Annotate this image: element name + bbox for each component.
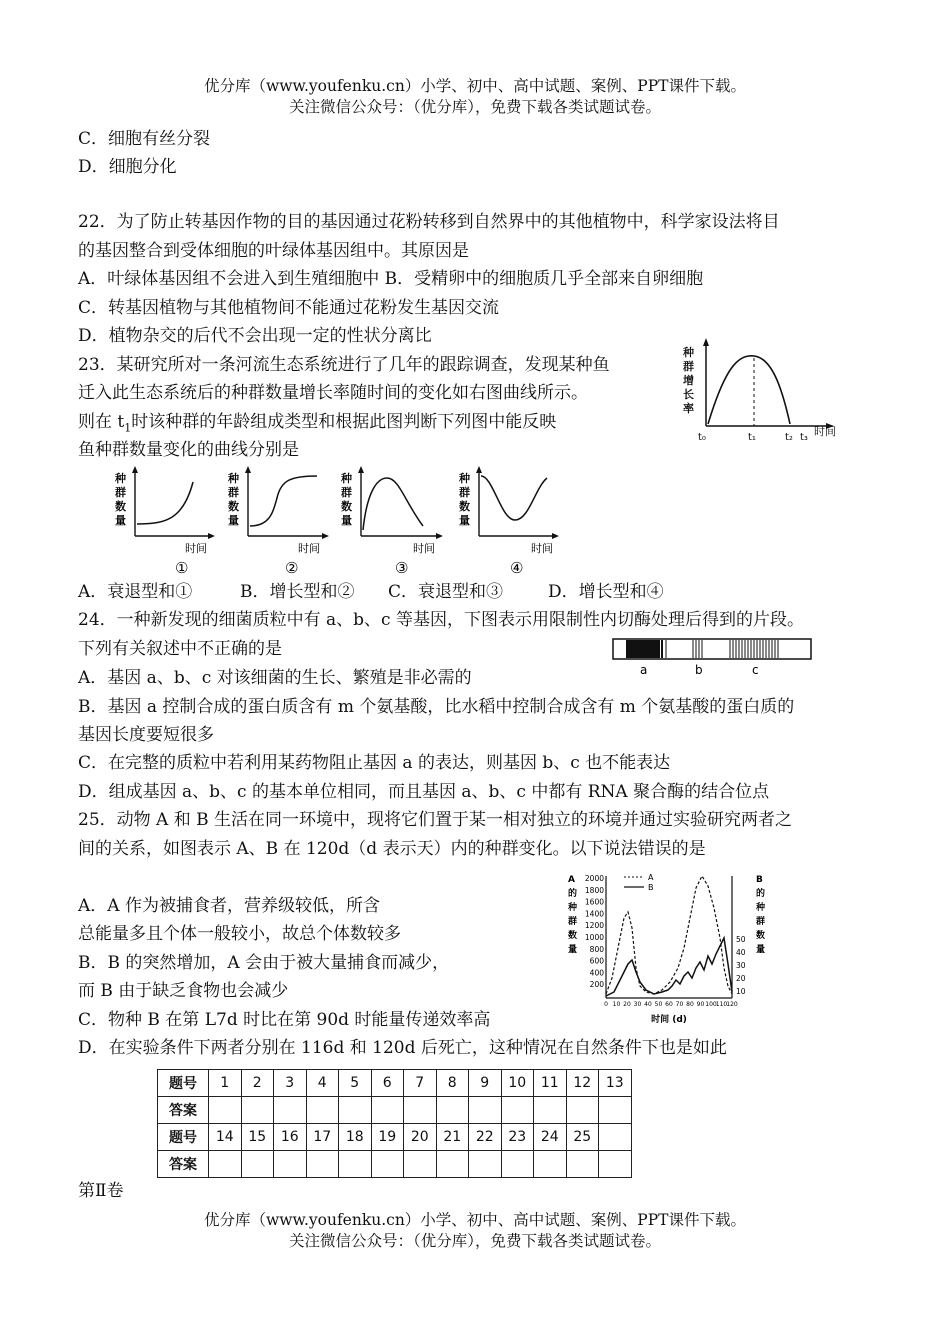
footer-line-2: 关注微信公众号：（优分库），免费下载各类试题试卷。 bbox=[288, 1232, 661, 1250]
legend bbox=[624, 873, 654, 892]
graph-2-curve bbox=[250, 476, 317, 526]
svg-text:量: 量 bbox=[228, 514, 239, 527]
svg-text:的: 的 bbox=[568, 889, 578, 899]
svg-text:群: 群 bbox=[115, 486, 126, 499]
svg-text:时间: 时间 bbox=[413, 542, 435, 555]
svg-text:B: B bbox=[648, 883, 654, 892]
svg-text:量: 量 bbox=[341, 514, 352, 527]
svg-text:1000: 1000 bbox=[584, 933, 604, 942]
svg-text:数: 数 bbox=[228, 500, 239, 513]
answer-cell-13[interactable] bbox=[599, 1097, 632, 1124]
svg-text:数: 数 bbox=[115, 500, 126, 513]
graph-4-number: ④ bbox=[510, 559, 524, 577]
q22-stem-2: 的基因整合到受体细胞的叶绿体基因组中。其原因是 bbox=[78, 241, 469, 261]
table-row: 答案 bbox=[158, 1151, 632, 1178]
svg-text:率: 率 bbox=[683, 402, 694, 415]
svg-text:量: 量 bbox=[115, 514, 126, 527]
answer-cell-2[interactable] bbox=[241, 1097, 274, 1124]
answer-cell-15[interactable] bbox=[241, 1151, 274, 1178]
answer-cell-22[interactable] bbox=[469, 1151, 502, 1178]
q21-option-d: D．细胞分化 bbox=[78, 157, 177, 177]
answer-cell-8[interactable] bbox=[436, 1097, 469, 1124]
label-c: c bbox=[752, 663, 759, 677]
svg-text:种: 种 bbox=[115, 472, 126, 485]
answer-cell-25[interactable] bbox=[566, 1151, 599, 1178]
q23-option-c: C．衰退型和③ bbox=[388, 582, 504, 602]
q25-option-a-2: 总能量多且个体一般较小，故总个体数较多 bbox=[78, 924, 401, 944]
graph-1-number: ① bbox=[175, 559, 189, 577]
svg-text:B: B bbox=[756, 875, 763, 885]
q22-option-ab: A．叶绿体基因组不会进入到生殖细胞中 B．受精卵中的细胞质几乎全部来自卵细胞 bbox=[78, 269, 704, 289]
graph-4 bbox=[458, 466, 559, 577]
svg-text:数: 数 bbox=[459, 500, 470, 513]
graph-3 bbox=[340, 466, 443, 577]
q25-population-figure bbox=[566, 868, 776, 1028]
q24-stem-1: 24．一种新发现的细菌质粒中有 a、b、c 等基因，下图表示用限制性内切酶处理后得到的片段。 bbox=[78, 610, 804, 630]
svg-text:种: 种 bbox=[459, 472, 470, 485]
svg-text:10: 10 bbox=[612, 1001, 621, 1008]
answer-cell-16[interactable] bbox=[274, 1151, 307, 1178]
svg-text:数: 数 bbox=[568, 931, 578, 941]
svg-text:群: 群 bbox=[459, 486, 470, 499]
graph-1-curve bbox=[137, 482, 193, 524]
q24-stem-2: 下列有关叙述中不正确的是 bbox=[78, 639, 282, 659]
answer-cell-19[interactable] bbox=[371, 1151, 404, 1178]
q23-growth-rate-figure bbox=[680, 338, 850, 450]
svg-text:长: 长 bbox=[683, 388, 694, 401]
answer-cell-7[interactable] bbox=[404, 1097, 437, 1124]
right-axis-ticks bbox=[736, 935, 746, 996]
svg-text:群: 群 bbox=[228, 486, 239, 499]
svg-text:70: 70 bbox=[675, 1001, 684, 1008]
answer-cell-18[interactable] bbox=[339, 1151, 372, 1178]
answer-cell-4[interactable] bbox=[306, 1097, 339, 1124]
answer-cell-14[interactable] bbox=[209, 1151, 242, 1178]
answer-cell-20[interactable] bbox=[404, 1151, 437, 1178]
tick-t0: t₀ bbox=[698, 432, 706, 443]
svg-text:600: 600 bbox=[589, 956, 604, 966]
graph-2 bbox=[227, 466, 329, 577]
y-axis-arrow bbox=[703, 338, 709, 346]
q24-option-d: D．组成基因 a、b、c 的基本单位相同，而且基因 a、b、c 中都有 RNA 聚合酶的结合位点 bbox=[78, 782, 770, 802]
svg-text:群: 群 bbox=[568, 917, 578, 927]
q24-option-b-2: 基因长度要短很多 bbox=[78, 725, 214, 745]
answer-cell-21[interactable] bbox=[436, 1151, 469, 1178]
label-b: b bbox=[695, 663, 703, 677]
svg-text:种: 种 bbox=[683, 346, 694, 359]
left-axis-ticks bbox=[585, 874, 604, 989]
answer-cell-5[interactable] bbox=[339, 1097, 372, 1124]
answer-cell-11[interactable] bbox=[534, 1097, 567, 1124]
tick-t3: t₃ bbox=[800, 432, 808, 443]
q25-option-d: D．在实验条件下两者分别在 116d 和 120d 后死亡，这种情况在自然条件下也是如此 bbox=[78, 1038, 727, 1058]
x-axis-label: 时间 (d) bbox=[651, 1015, 687, 1025]
q23-stem-4: 鱼种群数量变化的曲线分别是 bbox=[78, 440, 299, 460]
answer-cell-24[interactable] bbox=[534, 1151, 567, 1178]
header-line-2: 关注微信公众号：（优分库），免费下载各类试题试卷。 bbox=[288, 98, 661, 116]
q24-option-b-1: B．基因 a 控制合成的蛋白质含有 m 个氨基酸，比水稻中控制合成含有 m 个氨基酸的蛋白质的 bbox=[78, 697, 795, 717]
graph-3-curve bbox=[363, 478, 423, 530]
table-row: 题号 1 2 3 4 5 6 7 8 9 10 11 12 13 bbox=[158, 1070, 632, 1097]
svg-text:0: 0 bbox=[604, 1001, 608, 1008]
q25-option-b-1: B．B 的突然增加，A 会由于被大量捕食而减少， bbox=[78, 953, 450, 973]
q22-option-c: C．转基因植物与其他植物间不能通过花粉发生基因交流 bbox=[78, 298, 500, 318]
q23-stem-1: 23．某研究所对一条河流生态系统进行了几年的跟踪调查，发现某种鱼 bbox=[78, 355, 610, 375]
tick-t1: t₁ bbox=[748, 432, 756, 443]
y-axis-label bbox=[682, 345, 694, 415]
series-b-line bbox=[606, 938, 732, 996]
q25-stem-2: 间的关系，如图表示 A、B 在 120d（d 表示天）内的种群变化。以下说法错误的是 bbox=[78, 839, 706, 859]
q23-option-d: D．增长型和④ bbox=[548, 582, 664, 602]
table-row: 答案 bbox=[158, 1097, 632, 1124]
q23-stem-2: 迁入此生态系统后的种群数量增长率随时间的变化如右图曲线所示。 bbox=[78, 383, 588, 403]
graph-4-curve bbox=[481, 476, 547, 520]
svg-text:30: 30 bbox=[736, 961, 746, 970]
svg-text:群: 群 bbox=[756, 917, 766, 927]
svg-text:群: 群 bbox=[341, 486, 352, 499]
q25-option-c: C．物种 B 在第 L7d 时比在第 90d 时能量传递效率高 bbox=[78, 1010, 491, 1030]
q25-stem-1: 25．动物 A 和 B 生活在同一环境中，现将它们置于某一相对独立的环境并通过实验研究两者之 bbox=[78, 810, 793, 830]
svg-text:量: 量 bbox=[568, 945, 578, 955]
section-2-title: 第Ⅱ卷 bbox=[78, 1181, 124, 1201]
svg-text:1200: 1200 bbox=[584, 921, 604, 931]
svg-text:2000: 2000 bbox=[584, 874, 604, 883]
answer-cell-9[interactable] bbox=[469, 1097, 502, 1124]
svg-text:的: 的 bbox=[756, 889, 766, 899]
gene-a-band bbox=[626, 640, 660, 658]
svg-text:增: 增 bbox=[683, 374, 694, 387]
x-axis-label: 时间 bbox=[814, 425, 836, 438]
svg-text:50: 50 bbox=[654, 1001, 663, 1008]
q24-option-c: C．在完整的质粒中若利用某药物阻止基因 a 的表达，则基因 b、c 也不能表达 bbox=[78, 753, 671, 773]
svg-text:10: 10 bbox=[736, 987, 746, 996]
svg-text:110: 110 bbox=[715, 1001, 728, 1008]
answer-cell-10[interactable] bbox=[501, 1097, 534, 1124]
svg-text:群: 群 bbox=[683, 360, 694, 373]
answer-cell-17[interactable] bbox=[306, 1151, 339, 1178]
svg-text:A: A bbox=[648, 873, 654, 882]
svg-text:种: 种 bbox=[228, 472, 239, 485]
svg-text:30: 30 bbox=[633, 1001, 642, 1008]
q21-option-c: C．细胞有丝分裂 bbox=[78, 129, 211, 149]
svg-text:种: 种 bbox=[568, 903, 578, 913]
svg-text:400: 400 bbox=[589, 968, 604, 978]
svg-text:120: 120 bbox=[726, 1001, 738, 1008]
svg-text:60: 60 bbox=[665, 1001, 673, 1008]
graph-3-number: ③ bbox=[395, 559, 409, 577]
svg-text:量: 量 bbox=[756, 945, 766, 955]
svg-text:90: 90 bbox=[696, 1001, 705, 1008]
series-a-line bbox=[606, 876, 732, 994]
svg-text:800: 800 bbox=[589, 944, 604, 954]
svg-text:时间: 时间 bbox=[185, 542, 207, 555]
svg-text:种: 种 bbox=[756, 903, 766, 913]
answer-cell-12[interactable] bbox=[566, 1097, 599, 1124]
answer-cell-3[interactable] bbox=[274, 1097, 307, 1124]
answer-table bbox=[157, 1069, 632, 1178]
graph-1 bbox=[114, 466, 215, 577]
svg-text:40: 40 bbox=[736, 948, 746, 957]
svg-text:80: 80 bbox=[686, 1001, 694, 1008]
svg-text:1800: 1800 bbox=[584, 885, 604, 895]
svg-text:量: 量 bbox=[459, 514, 470, 527]
svg-text:时间: 时间 bbox=[298, 542, 320, 555]
table-row: 题号 14 15 16 17 18 19 20 21 22 23 24 25 bbox=[158, 1124, 632, 1151]
svg-text:50: 50 bbox=[736, 935, 746, 944]
svg-text:1600: 1600 bbox=[584, 897, 604, 907]
answer-cell-1[interactable] bbox=[209, 1097, 242, 1124]
q25-option-a-1: A．A 作为被捕食者，营养级较低，所含 bbox=[78, 896, 380, 916]
x-axis-ticks bbox=[604, 1001, 738, 1008]
q24-plasmid-fragment-figure bbox=[612, 638, 814, 678]
svg-text:种: 种 bbox=[341, 472, 352, 485]
right-axis-label bbox=[755, 875, 765, 955]
q25-option-b-2: 而 B 由于缺乏食物也会减少 bbox=[78, 981, 289, 1001]
svg-text:20: 20 bbox=[736, 974, 746, 983]
svg-text:100: 100 bbox=[705, 1001, 717, 1008]
q23-stem-3: 则在 $t_1$时该种群的年龄组成类型和根据此图判断下列图中能反映 bbox=[78, 412, 557, 435]
q23-option-a: A．衰退型和① bbox=[78, 582, 193, 602]
q23-population-graphs bbox=[105, 462, 565, 580]
svg-text:20: 20 bbox=[623, 1001, 631, 1008]
svg-text:数: 数 bbox=[756, 931, 766, 941]
q22-stem-1: 22．为了防止转基因作物的目的基因通过花粉转移到自然界中的其他植物中，科学家设法将目 bbox=[78, 212, 780, 232]
header-line-1: 优分库（www.youfenku.cn）小学、初中、高中试题、案例、PPT课件下载。 bbox=[203, 77, 747, 95]
svg-text:时间: 时间 bbox=[531, 542, 553, 555]
svg-text:200: 200 bbox=[589, 980, 604, 990]
label-a: a bbox=[640, 663, 648, 677]
svg-text:40: 40 bbox=[644, 1001, 652, 1008]
svg-text:1400: 1400 bbox=[584, 909, 604, 919]
svg-text:A: A bbox=[568, 875, 575, 885]
left-axis-label bbox=[567, 875, 577, 955]
q24-option-a: A．基因 a、b、c 对该细菌的生长、繁殖是非必需的 bbox=[78, 668, 472, 688]
graph-2-number: ② bbox=[285, 559, 299, 577]
q22-option-d: D．植物杂交的后代不会出现一定的性状分离比 bbox=[78, 326, 432, 346]
q23-option-b: B．增长型和② bbox=[240, 582, 355, 602]
growth-rate-curve bbox=[708, 356, 790, 424]
tick-t2: t₂ bbox=[785, 432, 793, 443]
svg-text:数: 数 bbox=[341, 500, 352, 513]
answer-cell-23[interactable] bbox=[501, 1151, 534, 1178]
footer-line-1: 优分库（www.youfenku.cn）小学、初中、高中试题、案例、PPT课件下载。 bbox=[203, 1211, 747, 1229]
answer-cell-6[interactable] bbox=[371, 1097, 404, 1124]
